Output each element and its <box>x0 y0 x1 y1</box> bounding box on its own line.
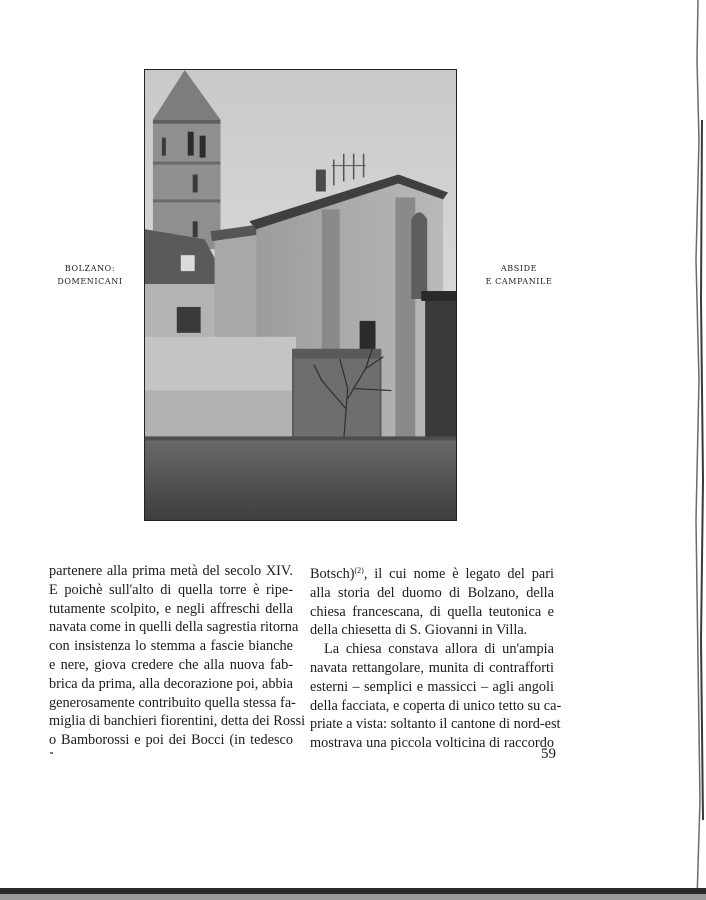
text-line: tutamente scolpito, e negli affreschi della <box>49 600 293 617</box>
text-line: e nere, giova credere che alla nuova fab- <box>49 656 293 673</box>
caption-left <box>40 262 140 288</box>
text-line: alla storia del duomo di Bolzano, della <box>310 584 554 601</box>
church-photograph <box>144 69 457 521</box>
text-line: miglia di banchieri fiorentini, detta dei Rossi <box>49 713 306 730</box>
text-line: mostrava una piccola volticina di raccordo <box>310 735 554 752</box>
text-line: della chiesetta di S. Giovanni in Villa. <box>310 622 528 639</box>
text-line: brica da prima, alla decorazione poi, abbia <box>49 675 293 692</box>
text-fragment: , il cui nome è legato del pari <box>363 566 554 582</box>
text-line: E poichè sull'alto di quella torre è ripe- <box>49 581 293 598</box>
caption-right-line2: E CAMPANILE <box>485 277 553 286</box>
text-line: navata rettangolare, munita di contrafforti <box>310 659 554 676</box>
text-line: della facciata, e coperta di unico tetto su ca- <box>310 697 562 714</box>
text-line <box>310 562 554 584</box>
caption-right-line1: ABSIDE <box>500 264 538 273</box>
page-edge-right <box>690 0 706 900</box>
text-line: partenere alla prima metà del secolo XIV. <box>49 563 293 579</box>
caption-left-line2: DOMENICANI <box>57 277 123 286</box>
text-line: priate a vista: soltanto il cantone di nord-est <box>310 716 561 733</box>
text-line: esterni – semplici e massicci – agli angoli <box>310 678 554 695</box>
footnote-ref: (2) <box>354 566 364 575</box>
text-line: con insistenza lo stemma a fascie bianche <box>49 638 293 655</box>
church-photograph-image <box>145 70 456 520</box>
text-column-left <box>49 562 306 750</box>
text-line: La chiesa constava allora di un'ampia <box>324 641 554 658</box>
speck-mark <box>50 752 53 754</box>
text-line: chiesa francescana, di quella teutonica e <box>310 603 554 620</box>
caption-right <box>474 262 564 288</box>
text-line: generosamente contribuito quella stessa fa- <box>49 694 296 711</box>
page-number: 59 <box>541 746 556 762</box>
text-line: navata come in quelli della sagrestia ritorna <box>49 619 299 636</box>
text-column-right <box>310 562 562 753</box>
text-fragment: Botsch) <box>310 566 355 582</box>
text-line: o Bamborossi e poi dei Bocci (in tedesco <box>49 732 293 749</box>
page-edge-bottom <box>0 884 706 900</box>
caption-left-line1: BOLZANO: <box>64 264 116 273</box>
